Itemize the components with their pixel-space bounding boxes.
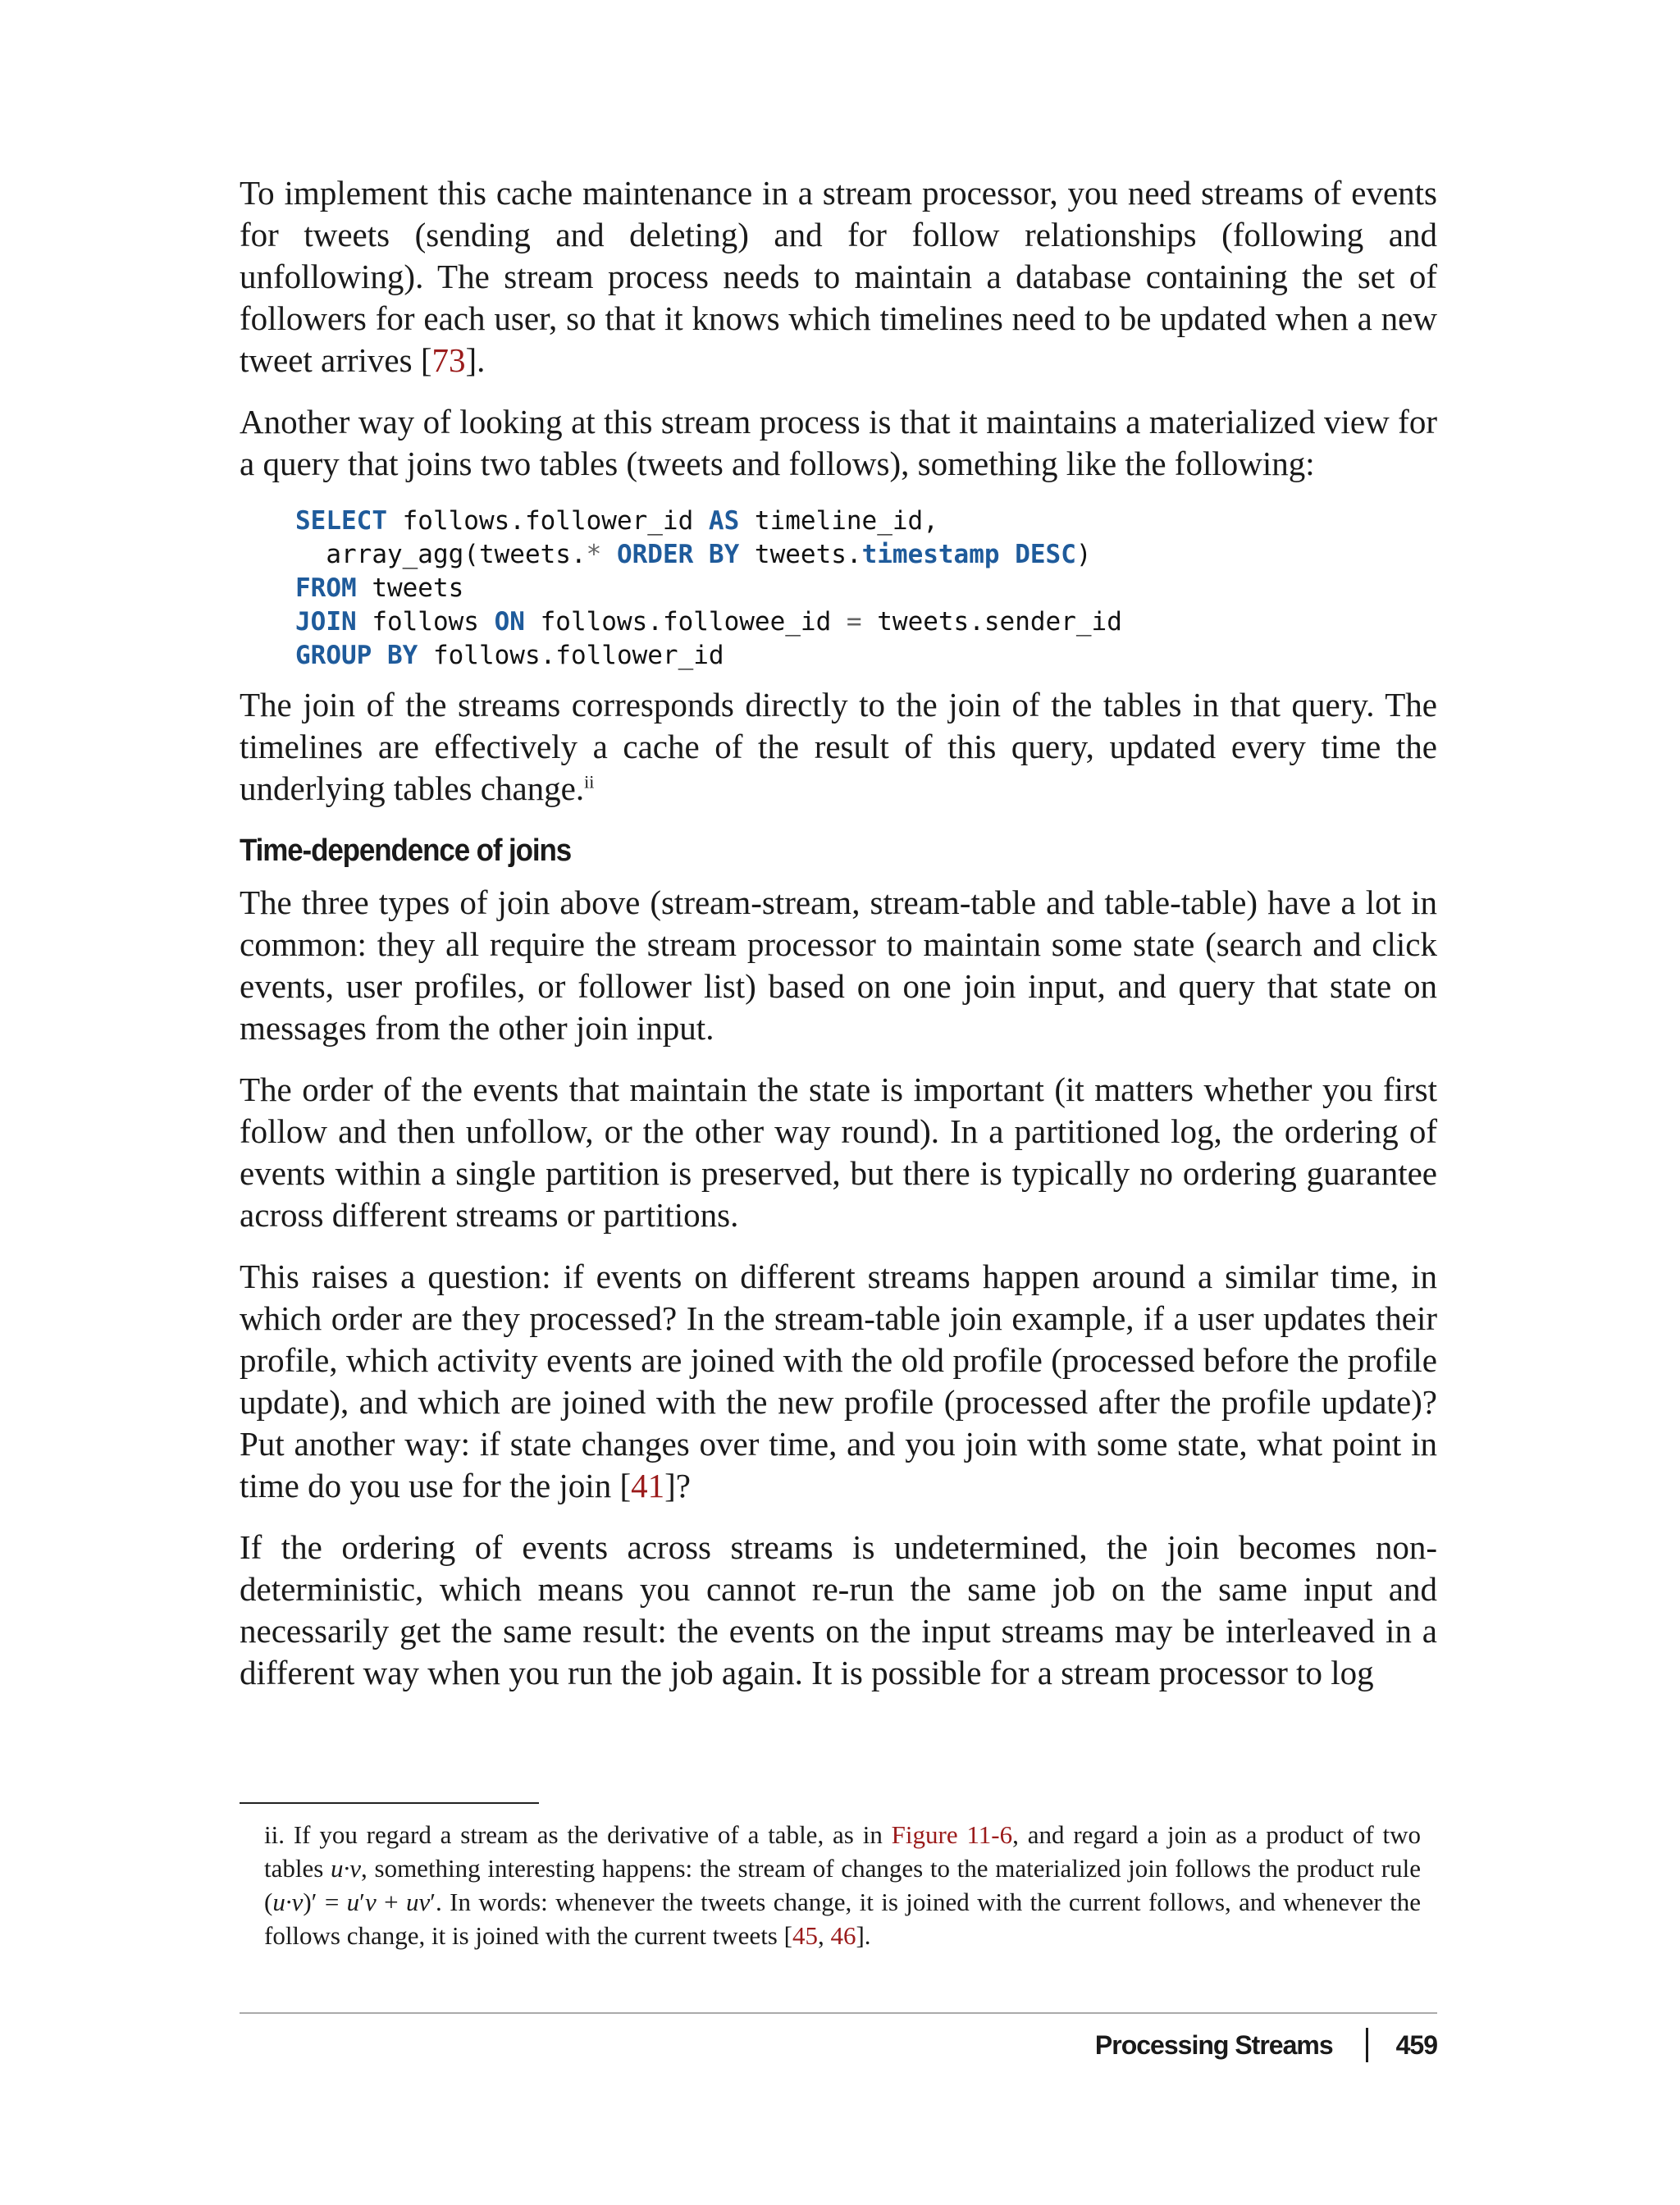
- footnote-divider: [240, 1802, 539, 1804]
- code-operator: *: [586, 540, 602, 569]
- running-footer: [1095, 2020, 1437, 2070]
- math-term: u: [346, 1888, 360, 1916]
- paragraph-cache-maintenance: [240, 172, 1437, 381]
- citation-link-45[interactable]: 45: [792, 1921, 818, 1950]
- paragraph-nondeterministic: If the ordering of events across streams is undetermined, the join becomes non-deterministic, which means you cannot re-run the same job on the same input and necessarily get the same result: the events on the input streams may be interleaved in a different way when you run the job again. It is possible for a stream processor to log: [240, 1528, 1437, 1691]
- code-keyword: GROUP BY: [295, 641, 418, 670]
- footnote-text: ′. In words: whenever the tweets change, it is joined with the current follows, and whenever the follows change, it is joined with the current tweets [: [264, 1888, 1421, 1950]
- paragraph-text: The join of the streams corresponds directly to the join of the tables in that query. The timelines are effectively a cache of the result of this query, updated every time the underlying tables change.: [240, 686, 1437, 807]
- code-text: [1000, 540, 1016, 569]
- code-text: follows: [356, 607, 495, 637]
- footnote-text: ,: [817, 1921, 831, 1950]
- citation-link-46[interactable]: 46: [830, 1921, 856, 1950]
- paragraph-join-of-streams: [240, 684, 1437, 810]
- footnote-marker-ii[interactable]: ii: [584, 771, 595, 792]
- footnote-text: +: [376, 1888, 406, 1916]
- paragraph-timing-question: [240, 1256, 1437, 1507]
- code-text: ): [1075, 540, 1092, 569]
- code-keyword: ON: [494, 607, 525, 637]
- code-text: timeline_id,: [739, 506, 938, 536]
- code-keyword: JOIN: [295, 607, 357, 637]
- footnote-text: , something interesting happens: the stream of changes to the materialized join follows the product rule (: [264, 1854, 1421, 1916]
- code-keyword: DESC: [1015, 540, 1076, 569]
- paragraph-event-order: The order of the events that maintain the state is important (it matters whether you first follow and then unfollow, or the other way round). In a partitioned log, the ordering of events within a single partition is preserved, but there is typically no ordering guarantee across different streams or partitions.: [240, 1071, 1437, 1234]
- section-heading: Time-dependence of joins: [240, 833, 572, 868]
- paragraph-materialized-view: Another way of looking at this stream process is that it maintains a materialized view for a query that joins two tables (tweets and follows), something like the following:: [240, 403, 1437, 482]
- sql-code-block: [295, 504, 1437, 673]
- code-keyword: SELECT: [295, 506, 387, 536]
- paragraph-text: To implement this cache maintenance in a stream processor, you need streams of events for tweets (sending and deleting) and for follow relationships (following and unfollowing). The stream process needs to maintain a database containing the set of followers for each user, so that it knows which timelines need to be updated when a new tweet arrives [: [240, 174, 1437, 379]
- footer-divider: [240, 2012, 1437, 2014]
- paragraph-text: ]?: [664, 1467, 691, 1504]
- footnote-text: If you regard a stream as the derivative of a table, as in: [284, 1820, 892, 1849]
- footer-separator: [1366, 2028, 1368, 2062]
- paragraph-three-join-types: The three types of join above (stream-stream, stream-table and table-table) have a lot in common: they all require the stream processor to maintain some state (search and click events, user profiles, or follower list) based on one join input, and query that state on messages from the other join input.: [240, 883, 1437, 1047]
- math-term: u·v: [331, 1854, 362, 1883]
- figure-link-11-6[interactable]: Figure 11-6: [891, 1820, 1013, 1849]
- code-text: tweets: [356, 573, 464, 603]
- math-term: v: [364, 1888, 377, 1916]
- footnote-text: )′ =: [303, 1888, 347, 1916]
- code-text: follows.followee_id: [524, 607, 847, 637]
- code-text: follows.follower_id: [418, 641, 724, 670]
- code-text: tweets.: [739, 540, 862, 569]
- math-term: u·v: [272, 1888, 304, 1916]
- code-text: follows.follower_id: [386, 506, 709, 536]
- footnote-text: ].: [856, 1921, 871, 1950]
- math-term: uv: [405, 1888, 431, 1916]
- page-number: 459: [1395, 2029, 1437, 2060]
- code-keyword: ORDER BY: [616, 540, 740, 569]
- code-text: tweets.sender_id: [861, 607, 1122, 637]
- paragraph-text: This raises a question: if events on different streams happen around a similar time, in which order are they processed? In the stream-table join example, if a user updates their profile, which activity events are joined with the old profile (processed before the profile update), and which are joined with the new profile (processed after the profile update)? Put another way: if state changes over time, and you join with some state, what point in time do you use for the join [: [240, 1258, 1437, 1504]
- citation-link-73[interactable]: 73: [431, 341, 466, 379]
- footnote-label: ii.: [264, 1820, 285, 1849]
- code-keyword: AS: [708, 506, 740, 536]
- footnote-text: , and regard a join as a product of two tables: [264, 1820, 1422, 1883]
- code-keyword: FROM: [295, 573, 357, 603]
- footnote-text: ′: [359, 1888, 365, 1916]
- code-operator: =: [846, 607, 862, 637]
- footnote-ii: [264, 1818, 1421, 1952]
- citation-link-41[interactable]: 41: [631, 1467, 665, 1504]
- paragraph-text: ].: [465, 341, 486, 379]
- code-keyword: timestamp: [861, 540, 1000, 569]
- footer-section-title: Processing Streams: [1094, 2029, 1333, 2060]
- code-text: array_agg(tweets.: [295, 540, 587, 569]
- page-content: [240, 172, 1437, 1714]
- code-text: [601, 540, 617, 569]
